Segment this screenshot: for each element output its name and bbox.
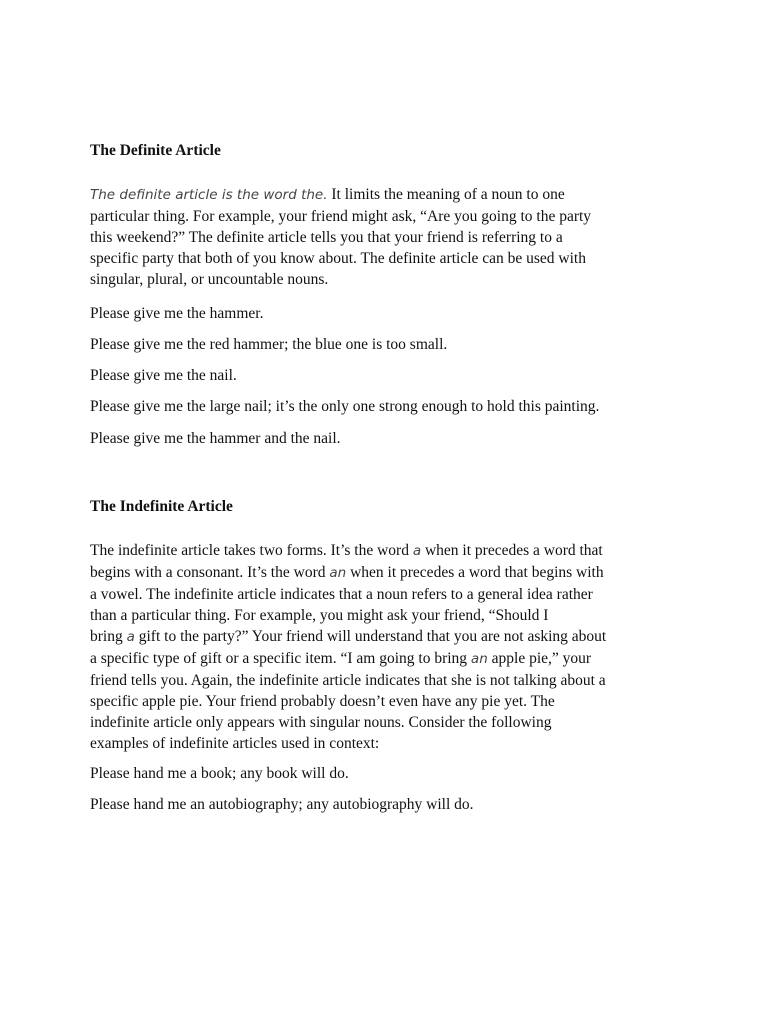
definite-example-1: Please give me the hammer.: [90, 305, 264, 322]
indefinite-example-2: Please hand me an autobiography; any autobiography will do.: [90, 796, 474, 813]
heading-indefinite-article: The Indefinite Article: [90, 498, 233, 515]
paragraph-line: bring a gift to the party?” Your friend will understand that you are not asking about: [90, 628, 607, 645]
paragraph-line: a specific type of gift or a specific item. “I am going to bring an apple pie,” your: [90, 650, 592, 667]
definite-example-5: Please give me the hammer and the nail.: [90, 430, 341, 447]
paragraph-line: The definite article is the word the. It limits the meaning of a noun to one: [90, 186, 565, 203]
indefinite-example-1: Please hand me a book; any book will do.: [90, 765, 349, 782]
paragraph-line: particular thing. For example, your friend might ask, “Are you going to the party: [90, 208, 592, 225]
paragraph-line: specific apple pie. Your friend probably doesn’t even have any pie yet. The: [90, 693, 555, 710]
definite-article-paragraph: [90, 184, 686, 290]
paragraph-line: a vowel. The indefinite article indicates that a noun refers to a general idea rather: [90, 586, 593, 603]
definite-example-2: Please give me the red hammer; the blue one is too small.: [90, 336, 448, 353]
definite-example-4: Please give me the large nail; it’s the only one strong enough to hold this painting.: [90, 398, 600, 415]
paragraph-line: singular, plural, or uncountable nouns.: [90, 271, 329, 288]
paragraph-line: The indefinite article takes two forms. It’s the word a when it precedes a word that: [90, 542, 603, 559]
paragraph-line: than a particular thing. For example, you might ask your friend, “Should I: [90, 607, 549, 624]
paragraph-line: indefinite article only appears with singular nouns. Consider the following: [90, 714, 552, 731]
paragraph-line: examples of indefinite articles used in context:: [90, 735, 380, 752]
paragraph-line: this weekend?” The definite article tells you that your friend is referring to a: [90, 229, 563, 246]
paragraph-line: friend tells you. Again, the indefinite article indicates that she is not talking about a: [90, 672, 606, 689]
paragraph-line: begins with a consonant. It’s the word an when it precedes a word that begins with: [90, 564, 604, 581]
indefinite-article-paragraph: [90, 540, 686, 754]
heading-definite-article: The Definite Article: [90, 142, 221, 159]
paragraph-line: specific party that both of you know about. The definite article can be used with: [90, 250, 586, 267]
definite-example-3: Please give me the nail.: [90, 367, 237, 384]
definite-article-italic-intro: The definite article is the word the.: [90, 187, 328, 203]
